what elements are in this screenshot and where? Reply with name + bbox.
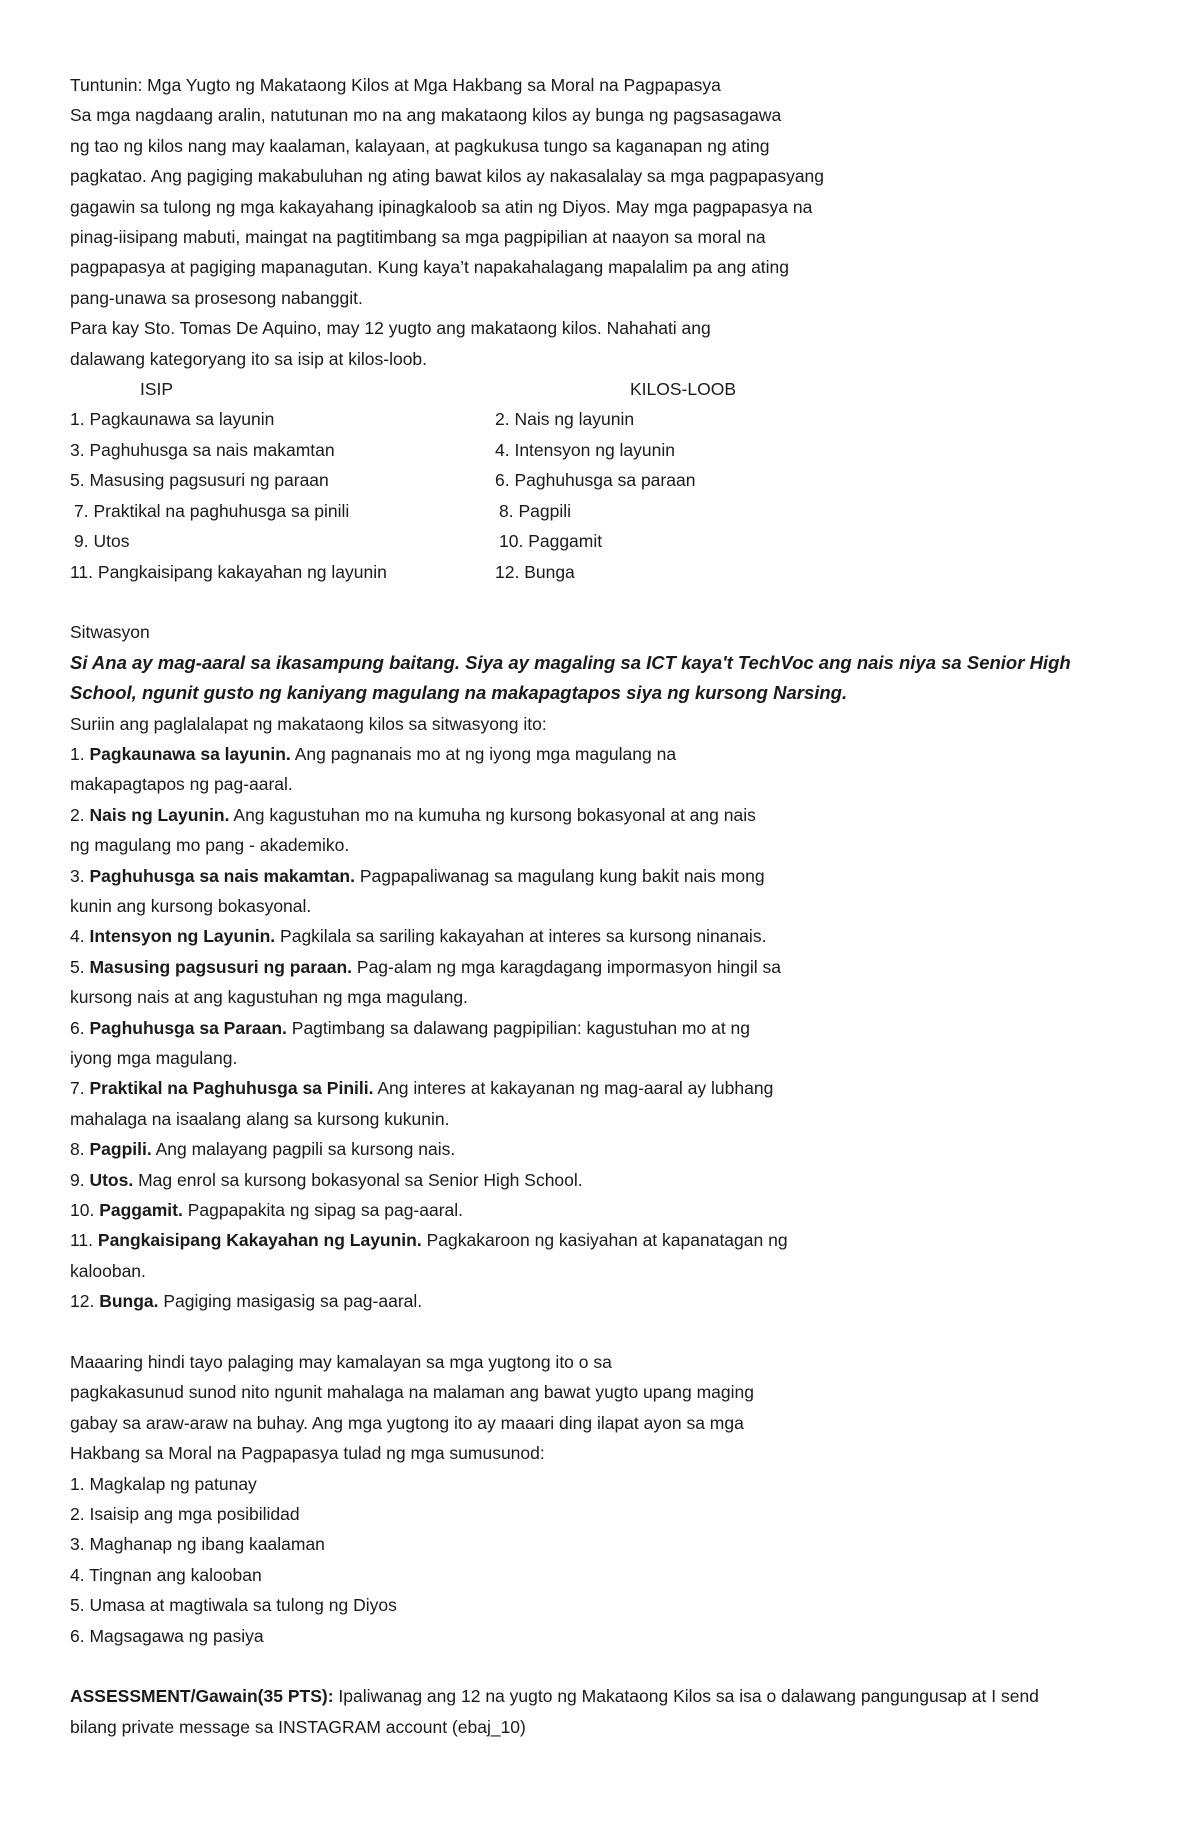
situation-section xyxy=(70,617,1140,739)
kilos-loob-stage: 10. Paggamit xyxy=(499,531,603,552)
list-item: 4. Intensyon ng Layunin. Pagkilala sa sariling kakayahan at interes sa kursong ninanais. xyxy=(70,926,767,947)
stages-row xyxy=(70,435,1140,465)
stages-row xyxy=(70,557,1140,587)
kilos-loob-stage: 8. Pagpili xyxy=(499,500,571,521)
list-item: 7. Praktikal na Paghuhusga sa Pinili. Ang interes at kakayanan ng mag-aaral ay lubhang xyxy=(70,1078,774,1099)
moral-steps-list xyxy=(70,1469,1140,1651)
closing-line: Maaaring hindi tayo palaging may kamalayan sa mga yugtong ito o sa xyxy=(70,1352,612,1373)
isip-stage: 3. Paghuhusga sa nais makamtan xyxy=(70,439,335,460)
kilos-loob-heading: KILOS-LOOB xyxy=(630,379,737,400)
intro-line: ng tao ng kilos nang may kaalaman, kalayaan, at pagkukusa tungo sa kaganapan ng ating xyxy=(70,135,770,156)
list-item-continuation: mahalaga na isaalang alang sa kursong kukunin. xyxy=(70,1108,450,1129)
stages-row xyxy=(70,526,1140,556)
isip-stage: 11. Pangkaisipang kakayahan ng layunin xyxy=(70,561,387,582)
list-item: 6. Paghuhusga sa Paraan. Pagtimbang sa dalawang pagpipilian: kagustuhan mo at ng xyxy=(70,1017,751,1038)
intro-line: pagkatao. Ang pagiging makabuluhan ng ating bawat kilos ay nakasalalay sa mga pagpapasyang xyxy=(70,166,825,187)
list-item-continuation: kalooban. xyxy=(70,1260,146,1281)
assessment-section xyxy=(70,1681,1140,1742)
list-item-continuation: kunin ang kursong bokasyonal. xyxy=(70,895,312,916)
list-item-continuation: iyong mga magulang. xyxy=(70,1047,238,1068)
kilos-loob-stage: 2. Nais ng layunin xyxy=(495,409,635,430)
isip-heading: ISIP xyxy=(140,379,174,400)
list-item: 10. Paggamit. Pagpapakita ng sipag sa pag-aaral. xyxy=(70,1200,464,1221)
stages-row xyxy=(70,496,1140,526)
scenario-text: School, ngunit gusto ng kaniyang magulang na makapagtapos siya ng kursong Narsing. xyxy=(70,682,848,704)
list-item: 12. Bunga. Pagiging masigasig sa pag-aaral. xyxy=(70,1291,423,1312)
situation-instruction: Suriin ang paglalalapat ng makataong kilos sa sitwasyong ito: xyxy=(70,713,547,734)
kilos-loob-stage: 4. Intensyon ng layunin xyxy=(495,439,675,460)
kilos-loob-stage: 6. Paghuhusga sa paraan xyxy=(495,470,696,491)
intro-line: pagpapasya at pagiging mapanagutan. Kung kaya’t napakahalagang mapalalim pa ang ating xyxy=(70,257,790,278)
list-item-continuation: ng magulang mo pang - akademiko. xyxy=(70,835,350,856)
list-item: 9. Utos. Mag enrol sa kursong bokasyonal sa Senior High School. xyxy=(70,1169,583,1190)
stages-row xyxy=(70,404,1140,434)
assessment-continuation: bilang private message sa INSTAGRAM account (ebaj_10) xyxy=(70,1716,526,1737)
spacer xyxy=(70,1651,1140,1681)
list-item: 5. Umasa at magtiwala sa tulong ng Diyos xyxy=(70,1595,397,1616)
closing-section xyxy=(70,1347,1140,1469)
stages-table-header xyxy=(70,374,1140,404)
list-item: 1. Pagkaunawa sa layunin. Ang pagnanais mo at ng iyong mga magulang na xyxy=(70,743,677,764)
kilos-loob-stage: 12. Bunga xyxy=(495,561,575,582)
list-item-continuation: makapagtapos ng pag-aaral. xyxy=(70,774,293,795)
list-item: 1. Magkalap ng patunay xyxy=(70,1473,257,1494)
intro-line: Para kay Sto. Tomas De Aquino, may 12 yugto ang makataong kilos. Nahahati ang xyxy=(70,318,711,339)
stages-row xyxy=(70,465,1140,495)
list-item: 2. Isaisip ang mga posibilidad xyxy=(70,1504,300,1525)
intro-section xyxy=(70,70,1140,374)
isip-stage: 1. Pagkaunawa sa layunin xyxy=(70,409,275,430)
list-item-continuation: kursong nais at ang kagustuhan ng mga magulang. xyxy=(70,987,468,1008)
intro-title: Tuntunin: Mga Yugto ng Makataong Kilos at Mga Hakbang sa Moral na Pagpapasya xyxy=(70,75,721,95)
assessment-text: Ipaliwanag ang 12 na yugto ng Makataong Kilos sa isa o dalawang pangungusap at I send xyxy=(333,1686,1039,1707)
intro-line: dalawang kategoryang ito sa isip at kilos-loob. xyxy=(70,348,428,369)
closing-line: Hakbang sa Moral na Pagpapasya tulad ng mga sumusunod: xyxy=(70,1443,545,1464)
intro-line: pinag-iisipang mabuti, maingat na pagtitimbang sa mga pagpipilian at naayon sa moral na xyxy=(70,227,766,248)
isip-stage: 9. Utos xyxy=(74,531,130,552)
list-item: 6. Magsagawa ng pasiya xyxy=(70,1625,264,1646)
intro-line: gagawin sa tulong ng mga kakayahang ipinagkaloob sa atin ng Diyos. May mga pagpapasya na xyxy=(70,196,813,217)
list-item: 3. Paghuhusga sa nais makamtan. Pagpapaliwanag sa magulang kung bakit nais mong xyxy=(70,865,765,886)
scenario-text: Si Ana ay mag-aaral sa ikasampung baitang. Siya ay magaling sa ICT kaya't TechVoc ang nais niya sa Senior High xyxy=(70,651,1071,673)
stages-table xyxy=(70,374,1140,587)
list-item: 4. Tingnan ang kalooban xyxy=(70,1564,262,1585)
closing-line: gabay sa araw-araw na buhay. Ang mga yugtong ito ay maaari ding ilapat ayon sa mga xyxy=(70,1412,744,1433)
isip-stage: 5. Masusing pagsusuri ng paraan xyxy=(70,470,329,491)
spacer xyxy=(70,587,1140,617)
intro-line: pang-unawa sa prosesong nabanggit. xyxy=(70,287,363,308)
isip-stage: 7. Praktikal na paghuhusga sa pinili xyxy=(74,500,350,521)
intro-line: Sa mga nagdaang aralin, natutunan mo na ang makataong kilos ay bunga ng pagsasagawa xyxy=(70,105,782,126)
situation-heading: Sitwasyon xyxy=(70,622,150,643)
list-item: 8. Pagpili. Ang malayang pagpili sa kursong nais. xyxy=(70,1139,456,1160)
list-item: 2. Nais ng Layunin. Ang kagustuhan mo na kumuha ng kursong bokasyonal at ang nais xyxy=(70,804,756,825)
assessment-line xyxy=(70,1681,1140,1711)
applied-steps-list xyxy=(70,739,1140,1317)
list-item: 3. Maghanap ng ibang kaalaman xyxy=(70,1534,325,1555)
list-item: 11. Pangkaisipang Kakayahan ng Layunin. Pagkakaroon ng kasiyahan at kapanatagan ng xyxy=(70,1230,788,1251)
closing-line: pagkakasunud sunod nito ngunit mahalaga na malaman ang bawat yugto upang maging xyxy=(70,1382,754,1403)
spacer xyxy=(70,1317,1140,1347)
list-item: 5. Masusing pagsusuri ng paraan. Pag-alam ng mga karagdagang impormasyon hingil sa xyxy=(70,956,782,977)
assessment-label: ASSESSMENT/Gawain(35 PTS): xyxy=(70,1686,334,1707)
